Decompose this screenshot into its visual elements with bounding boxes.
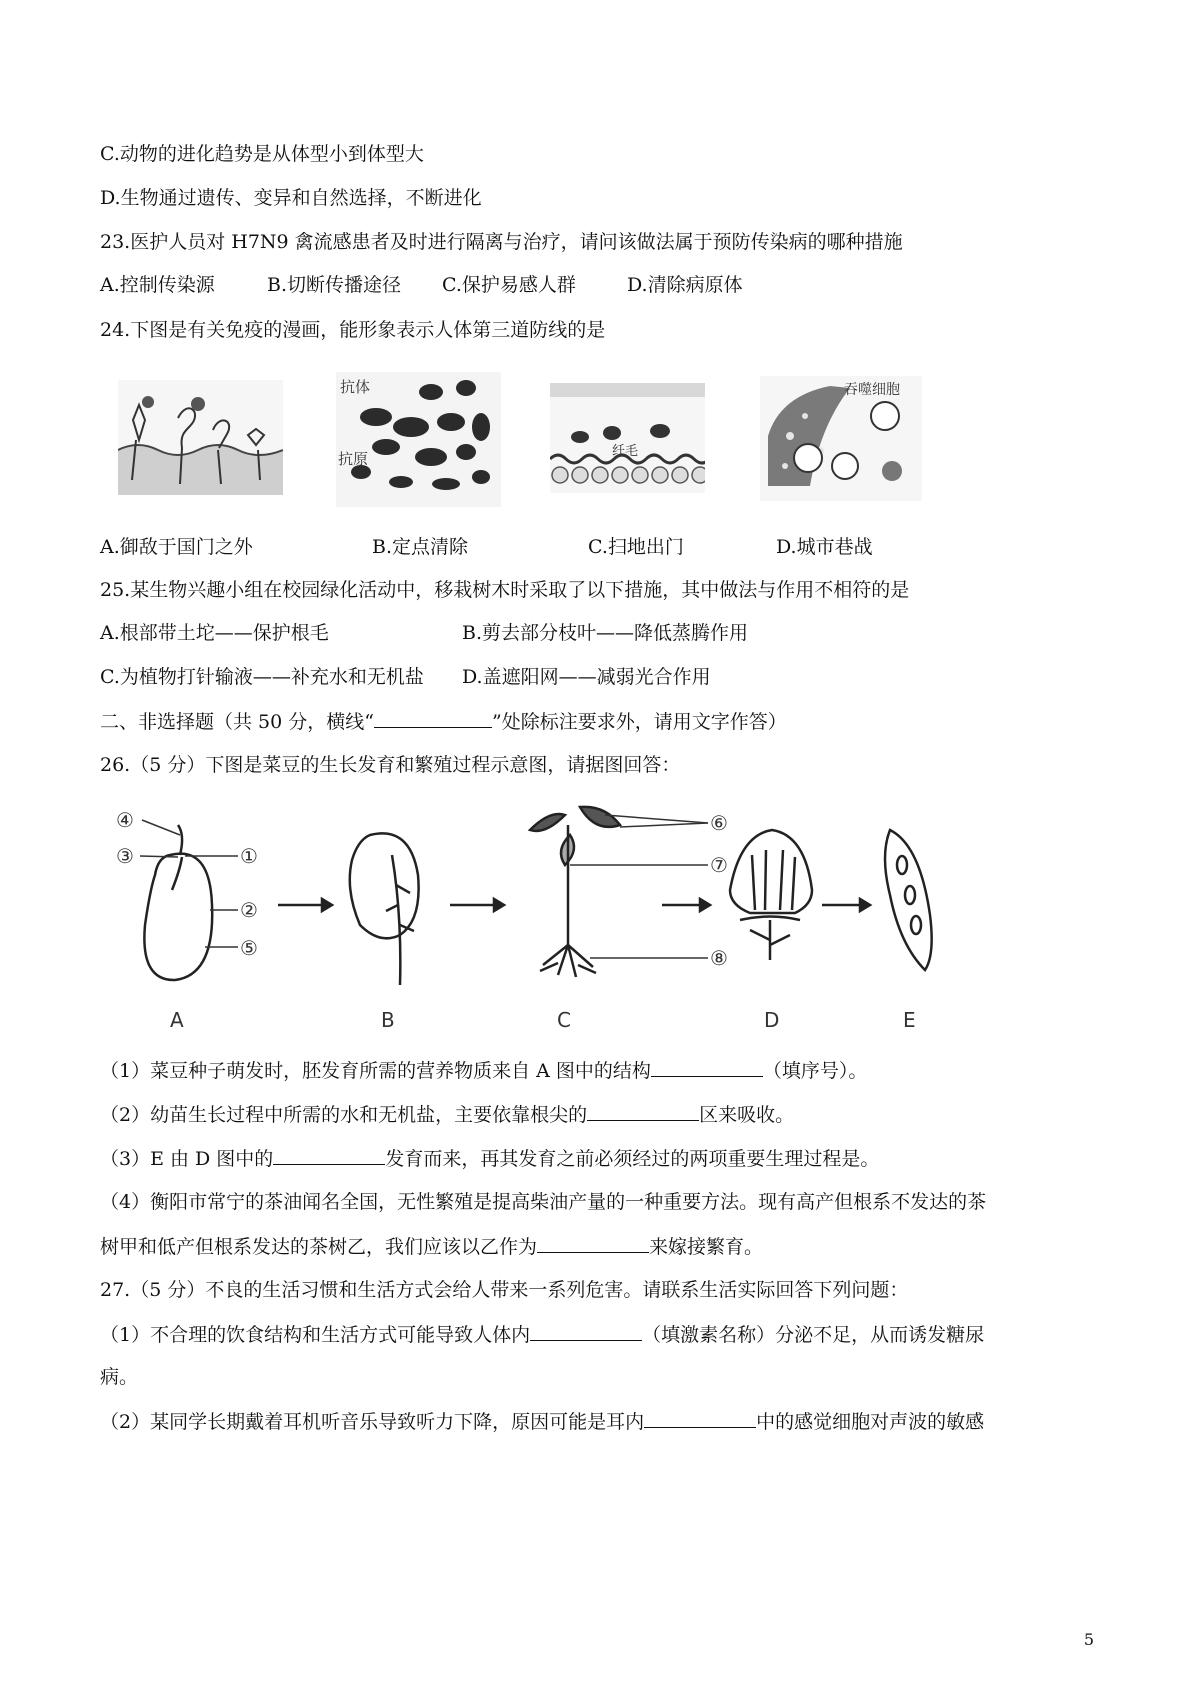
page-number: 5 [1083,1630,1094,1649]
q23-option-c: C.保护易感人群 [442,274,576,296]
q23-option-b: B.切断传播途径 [267,274,402,296]
marker-6: ⑥ [710,811,728,835]
q22-option-c: C.动物的进化趋势是从体型小到体型大 [100,143,424,165]
q26-part3-text-a: （3）E 由 D 图中的 [100,1148,274,1170]
q26-part2-text-b: 区来吸收。 [699,1104,795,1126]
marker-1: ① [240,844,258,868]
q26-part3-text-b: 发育而来，再其发育之前必须经过的两项重要生理过程是。 [385,1148,880,1170]
q26-part4-text-b: 树甲和低产但根系发达的茶树乙，我们应该以乙作为 [100,1236,538,1258]
immune-panel-b [336,372,501,507]
section-2-heading-part2: ”处除标注要求外，请用文字作答） [491,711,787,733]
q27-stem: 27.（5 分）不良的生活习惯和生活方式会给人带来一系列危害。请联系生活实际回答下列问题： [100,1279,909,1301]
q27-part2 [100,1409,984,1434]
bean-development-diagram [100,795,960,1035]
q27-part1-blank [530,1322,642,1341]
q26-part3-blank [273,1146,385,1165]
q27-part2-text-b: 中的感觉细胞对声波的敏感 [756,1411,985,1433]
q25-option-d: D.盖遮阳网——减弱光合作用 [462,666,711,688]
marker-4: ④ [116,808,134,832]
q25-option-c: C.为植物打针输液——补充水和无机盐 [100,666,424,688]
q26-part1-text-b: （填序号）。 [762,1060,868,1082]
marker-5: ⑤ [240,936,258,960]
q24-option-c: C.扫地出门 [588,536,684,558]
q26-part4-line1: （4）衡阳市常宁的茶油闻名全国，无性繁殖是提高柴油产量的一种重要方法。现有高产但根系不发达的茶 [100,1191,987,1213]
immune-panel-d [760,376,922,501]
stage-label-c: C [557,1008,571,1032]
q26-part1-blank [651,1058,763,1077]
q26-part1-text-a: （1）菜豆种子萌发时，胚发育所需的营养物质来自 A 图中的结构 [100,1060,651,1082]
panel-b-label-antigen: 抗原 [338,450,369,468]
q25-option-a: A.根部带土坨——保护根毛 [100,622,329,644]
q23-stem: 23.医护人员对 H7N9 禽流感患者及时进行隔离与治疗，请问该做法属于预防传染病的哪种措施 [100,231,903,253]
q25-stem: 25.某生物兴趣小组在校园绿化活动中，移栽树木时采取了以下措施，其中做法与作用不相符的是 [100,579,910,601]
q26-part2 [100,1102,794,1127]
immune-panel-a [118,380,283,495]
q25-option-b: B.剪去部分枝叶——降低蒸腾作用 [462,622,749,644]
q24-option-a: A.御敌于国门之外 [100,536,253,558]
stage-label-a: A [170,1008,184,1032]
panel-c-label-cilia: 纤毛 [612,444,639,459]
immune-panel-c [550,383,705,493]
q26-part4-line2 [100,1234,763,1259]
section-2-heading-part1: 二、非选择题（共 50 分，横线“ [100,711,374,733]
q27-part2-text-a: （2）某同学长期戴着耳机听音乐导致听力下降，原因可能是耳内 [100,1411,645,1433]
panel-b-label-antibody: 抗体 [340,378,371,396]
q27-part1-line1 [100,1322,984,1347]
q26-part1 [100,1058,867,1083]
q24-stem: 24.下图是有关免疫的漫画，能形象表示人体第三道防线的是 [100,319,606,341]
panel-d-label-phagocyte: 吞噬细胞 [844,382,900,398]
section-2-heading [100,709,787,734]
marker-2: ② [240,898,258,922]
q26-part2-text-a: （2）幼苗生长过程中所需的水和无机盐，主要依靠根尖的 [100,1104,588,1126]
blank-example [374,709,492,728]
marker-8: ⑧ [710,946,728,970]
q24-option-b: B.定点清除 [372,536,469,558]
q27-part2-blank [644,1409,756,1428]
q23-option-d: D.清除病原体 [627,274,743,296]
stage-label-d: D [764,1008,780,1032]
q22-option-d: D.生物通过遗传、变异和自然选择，不断进化 [100,187,482,209]
q23-option-a: A.控制传染源 [100,274,215,296]
stage-label-e: E [903,1008,916,1032]
q27-part1-line2: 病。 [100,1366,139,1388]
q26-stem: 26.（5 分）下图是菜豆的生长发育和繁殖过程示意图，请据图回答： [100,754,681,776]
q26-part3 [100,1146,879,1171]
q26-part4-text-c: 来嫁接繁育。 [649,1236,764,1258]
q26-part2-blank [587,1102,699,1121]
q27-part1-text-a: （1）不合理的饮食结构和生活方式可能导致人体内 [100,1324,531,1346]
stage-label-b: B [381,1008,395,1032]
q27-part1-text-b: （填激素名称）分泌不足，从而诱发糖尿 [642,1324,985,1346]
marker-3: ③ [116,844,134,868]
q24-option-d: D.城市巷战 [776,536,873,558]
marker-7: ⑦ [710,853,728,877]
q26-part4-blank [537,1234,649,1253]
